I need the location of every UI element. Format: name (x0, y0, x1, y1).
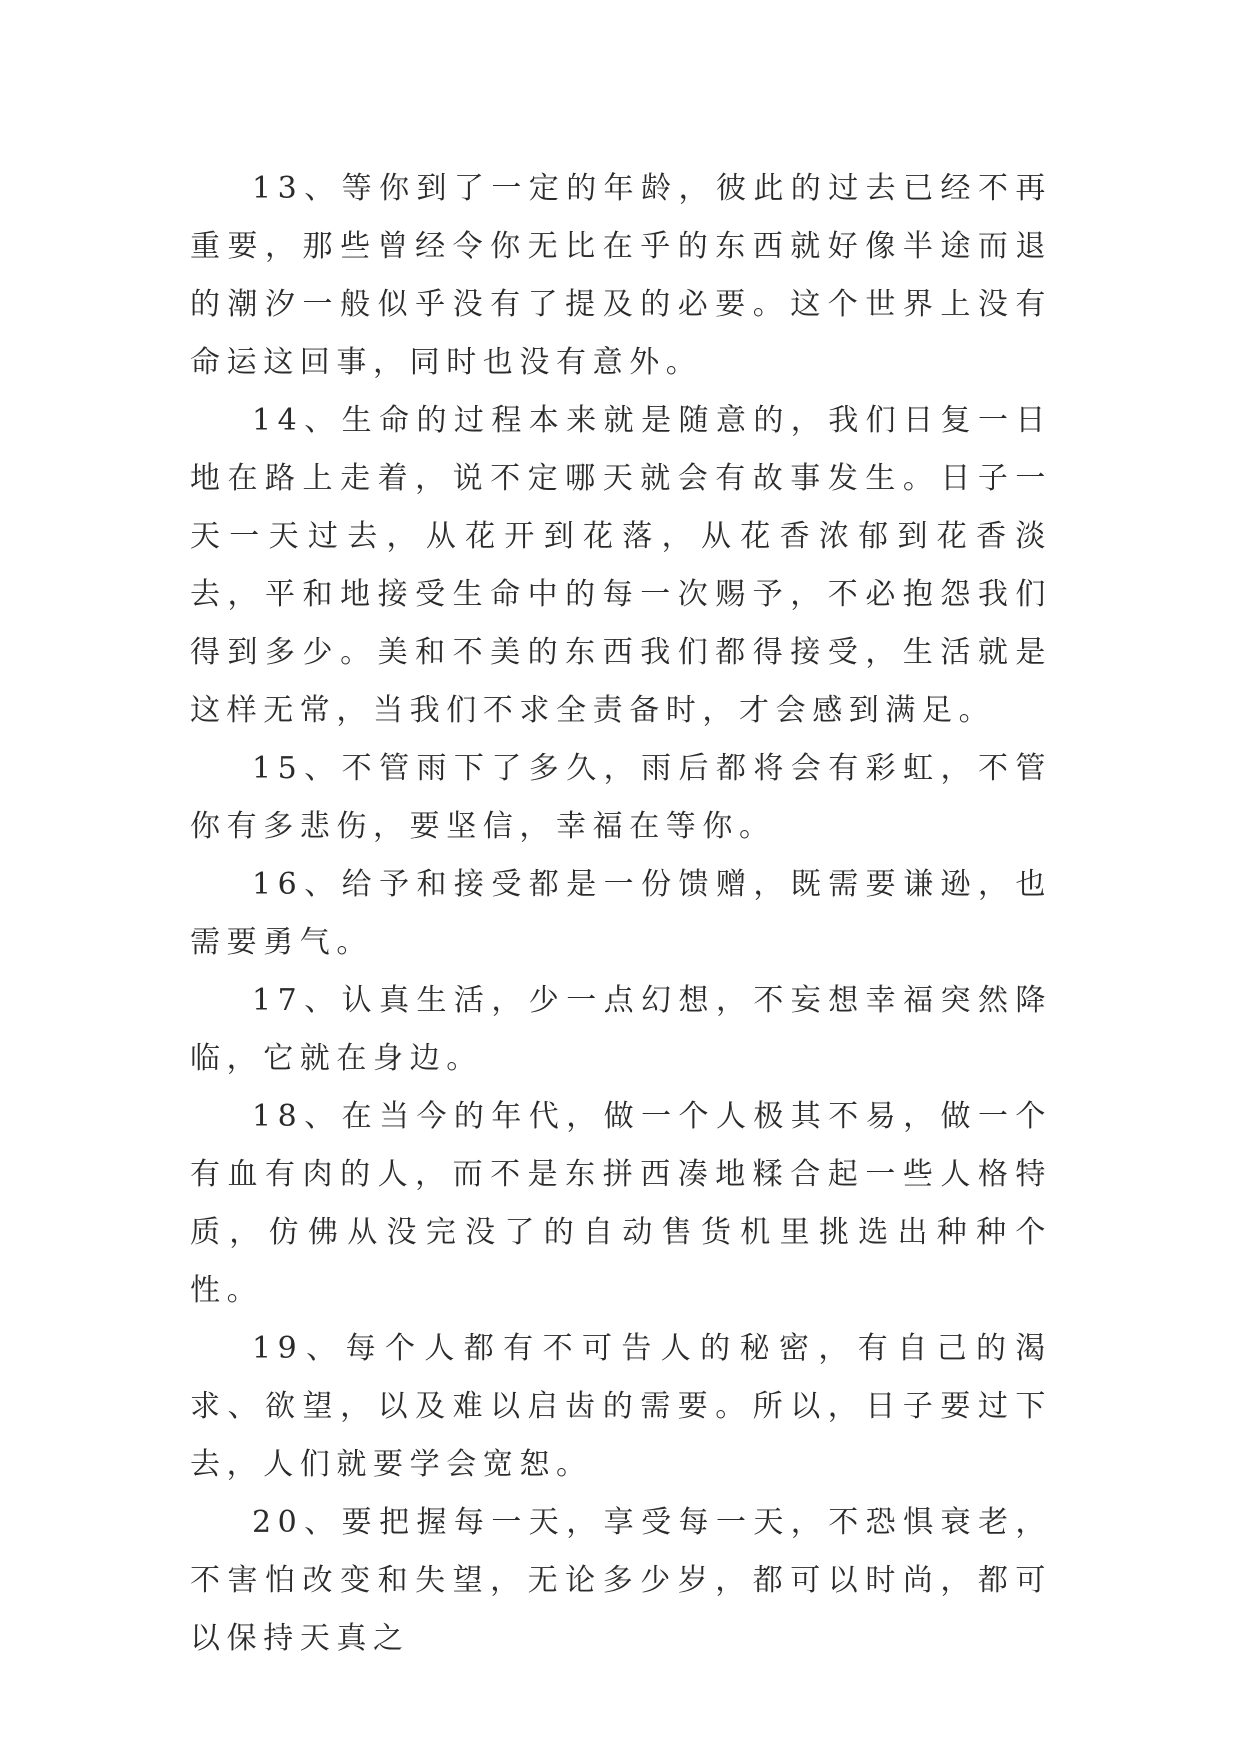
paragraph-18: 18、在当今的年代，做一个人极其不易，做一个有血有肉的人，而不是东拼西凑地糅合起一些人格特质，仿佛从没完没了的自动售货机里挑选出种种个性。 (190, 1099, 1052, 1308)
paragraph-13: 13、等你到了一定的年龄，彼此的过去已经不再重要，那些曾经令你无比在乎的东西就好像半途而退的潮汐一般似乎没有了提及的必要。这个世界上没有命运这回事，同时也没有意外。 (190, 171, 1052, 380)
document-body (190, 160, 1052, 1668)
paragraph-20: 20、要把握每一天，享受每一天，不恐惧衰老，不害怕改变和失望，无论多少岁，都可以时尚，都可以保持天真之 (190, 1505, 1052, 1656)
paragraph-19: 19、每个人都有不可告人的秘密，有自己的渴求、欲望，以及难以启齿的需要。所以，日子要过下去，人们就要学会宽恕。 (190, 1331, 1052, 1482)
paragraph-17: 17、认真生活，少一点幻想，不妄想幸福突然降临，它就在身边。 (190, 983, 1052, 1076)
paragraph-16: 16、给予和接受都是一份馈赠，既需要谦逊，也需要勇气。 (190, 867, 1052, 960)
paragraph-14: 14、生命的过程本来就是随意的，我们日复一日地在路上走着，说不定哪天就会有故事发生。日子一天一天过去，从花开到花落，从花香浓郁到花香淡去，平和地接受生命中的每一次赐予，不必抱怨我们得到多少。美和不美的东西我们都得接受，生活就是这样无常，当我们不求全责备时，才会感到满足。 (190, 403, 1052, 728)
paragraph-15: 15、不管雨下了多久，雨后都将会有彩虹，不管你有多悲伤，要坚信，幸福在等你。 (190, 751, 1052, 844)
